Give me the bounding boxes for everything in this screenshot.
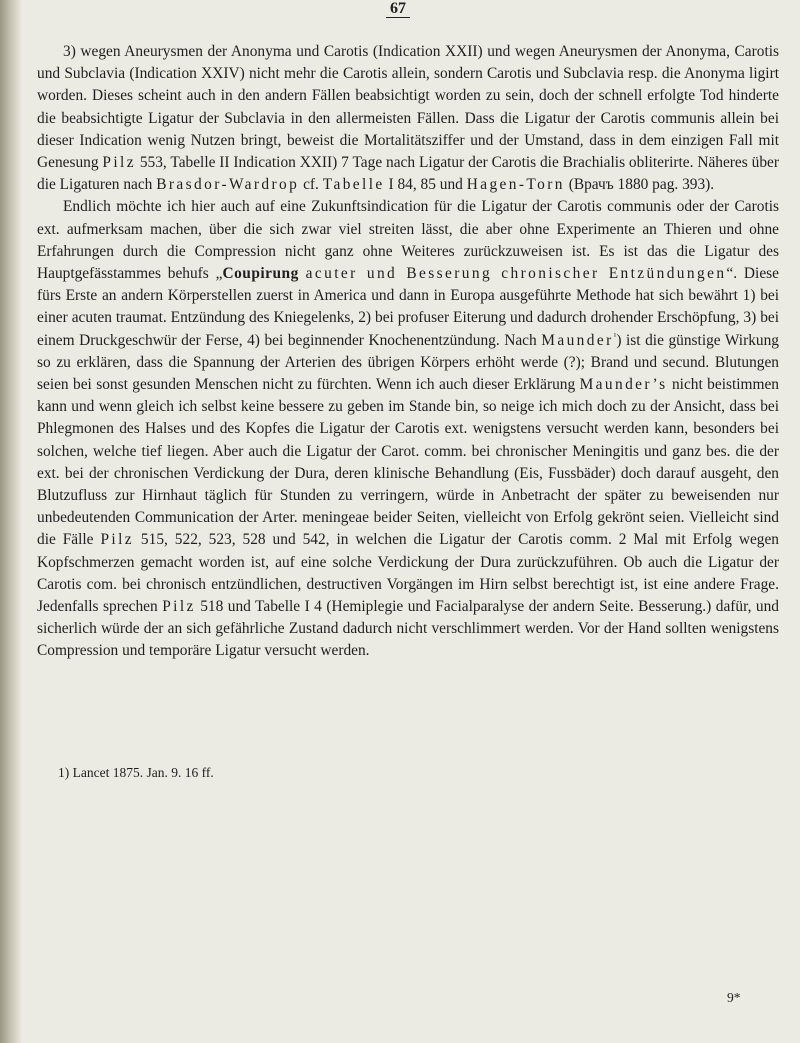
emphasized-text: Brasdor-Wardrop (156, 176, 300, 194)
emphasized-text: Pilz (100, 531, 134, 549)
emphasized-text: Tabelle (322, 176, 385, 194)
text-run: 553, Tabelle II Indication XXII) 7 Tage nach Ligatur der Carotis die Brachialis obliterirte. Näheres über die Ligaturen nach (37, 154, 779, 194)
paragraph (37, 196, 779, 662)
emphasized-text: Maunder’s (579, 376, 668, 394)
footnote-reference: ¹ (613, 330, 617, 341)
emphasized-text: acuter und Besserung chronischer Entzündungen (305, 265, 727, 283)
emphasized-text: Maunder (541, 331, 614, 349)
paragraph (37, 41, 779, 196)
text-run: ) ist die günstige Wirkung so zu erklären, dass die Spannung der Arterien des übrigen Körpers erhöht werde (?); Brand und secund. Blutungen seien bei sonst gesunden Menschen nicht zu fürchten. Wenn ich auch dieser Erklärung (37, 331, 779, 394)
emphasized-text: Pilz (102, 154, 136, 172)
text-run: 3) wegen Aneurysmen der Anonyma und Carotis (Indication XXII) und wegen Aneurysmen der Anonyma, Carotis und Subclavia (Indication XXIV) nicht mehr die Carotis allein, sondern Carotis und Subclavia resp. die Anonyma ligirt worden. Dieses scheint auch in den andern Fällen beabsichtigt worden zu sein, doch der schnell erfolgte Tod hinderte die beabsichtigte Ligatur der Subclavia in den allermeisten Fällen. Dass die Ligatur der Carotis communis allein bei dieser Indication wenig Nutzen bringt, beweist die Mortalitätsziffer und der Umstand, dass in dem einzigen Fall mit Genesung (37, 43, 779, 172)
footnote: 1) Lancet 1875. Jan. 9. 16 ff. (58, 765, 214, 780)
text-run: I 84, 85 und (384, 176, 467, 194)
text-run: “. Diese fürs Erste an andern Körperstellen zuerst in America und dann in Europa ausgeführte Methode hat sich bewährt 1) bei einer acuten traumat. Entzündung des Kniegelenks, 2) bei profuser Eiterung und dadurch drohender Erschöpfung, 3) bei einem Druckgeschwür der Ferse, 4) bei beginnender Knochenentzündung. Nach (37, 265, 779, 349)
emphasized-text: Coupirung (222, 265, 299, 283)
text-run (299, 265, 306, 282)
printer-signature-mark: 9* (727, 990, 741, 1005)
text-run: Endlich möchte ich hier auch auf eine Zukunftsindication für die Ligatur der Carotis communis oder der Carotis ext. aufmerksam machen, über die sich zwar viel streiten lässt, die aber ohne Experimente an Thieren und ohne Erfahrungen durch die Compression nicht ganz ohne Weiteres zurückzuweisen ist. Es ist das die Ligatur des Hauptgefässtammes behufs „ (37, 198, 779, 283)
book-spine-shadow (0, 0, 22, 1043)
text-run: 515, 522, 523, 528 und 542, in welchen die Ligatur der Carotis comm. 2 Mal mit Erfolg wegen Kopfschmerzen gemacht worden ist, auf eine solche Verdickung der Dura zurückzuführen. Ob auch die Ligatur der Carotis com. bei chronisch entzündlichen, destructiven Vorgängen im Hirn selbst berechtigt ist, ist eine andere Frage. Jedenfalls sprechen (37, 531, 779, 616)
text-run: nicht beistimmen kann und wenn gleich ich selbst keine bessere zu geben im Stande bin, so neige ich mich doch zu der Ansicht, dass bei Phlegmonen des Halses und des Kopfes die Ligatur der Carotis ext. wenigstens versucht werden kann, besonders bei solchen, welche tief liegen. Aber auch die Ligatur der Carot. comm. bei chronischer Meningitis und ganz bes. die der ext. bei der chronischen Verdickung der Dura, deren klinische Behandlung (Eis, Fussbäder) doch darauf ausgeht, den Blutzufluss zur Hirnhaut täglich für Stunden zu verringern, würde in Anbetracht der später zu beweisenden nur unbedeutenden Communication der Arter. meningeae beider Seiten, vielleicht von Erfolg gekrönt seien. Vielleicht sind die Fälle (37, 376, 779, 549)
emphasized-text: Hagen-Torn (466, 176, 565, 194)
text-run: cf. (299, 176, 323, 194)
body-text (37, 41, 779, 663)
text-run: (Врачъ 1880 pag. 393). (564, 176, 715, 194)
text-run: 518 und Tabelle I 4 (Hemiplegie und Facialparalyse der andern Seite. Besserung.) dafür, und sicherlich würde der an sich gefährliche Zustand dadurch nicht verschlimmert werden. Vor der Hand sollten wenigstens Compression und temporäre Ligatur versucht werden. (37, 598, 780, 660)
emphasized-text: Pilz (162, 598, 196, 616)
page-number: 67 (378, 0, 418, 18)
